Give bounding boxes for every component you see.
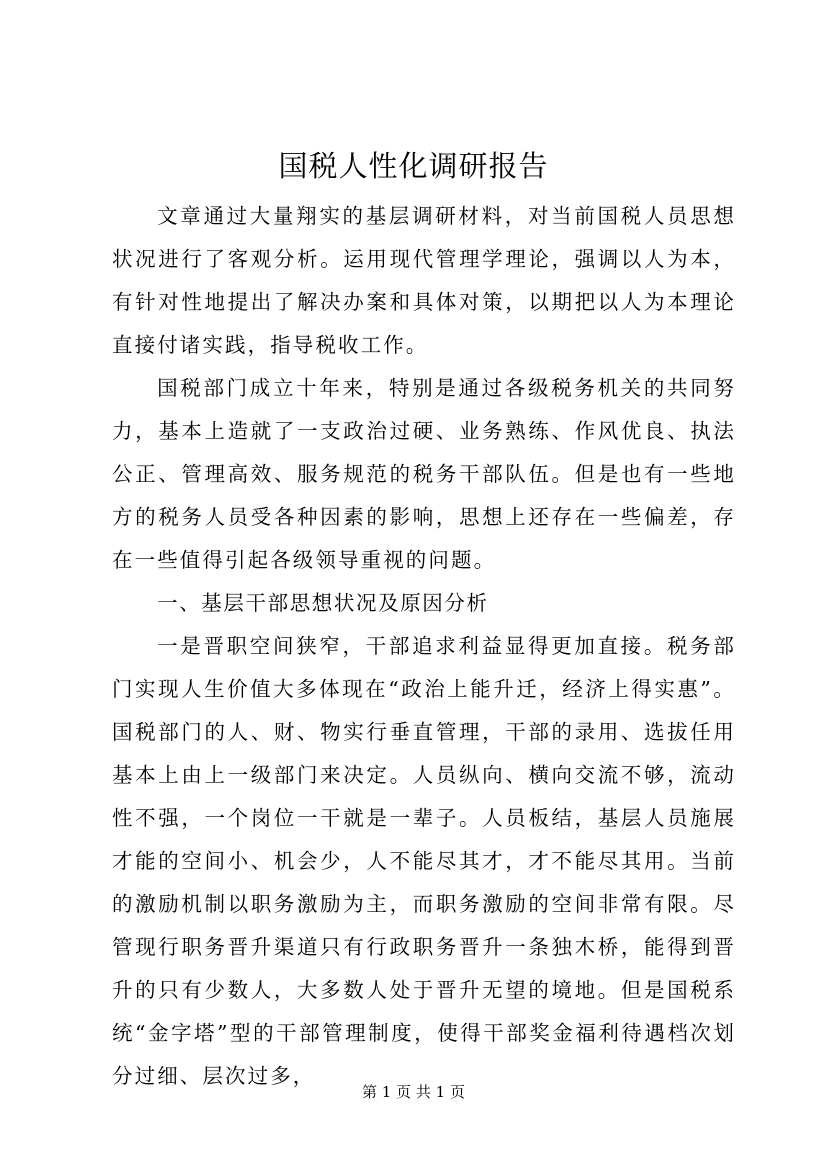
paragraph-abstract: 文章通过大量翔实的基层调研材料，对当前国税人员思想状况进行了客观分析。运用现代管理学理论，强调以人为本，有针对性地提出了解决办案和具体对策，以期把以人为本理论直接付诸实践，指导税收工作。 (112, 204, 736, 357)
document-body (112, 195, 736, 1098)
paragraph-intro: 国税部门成立十年来，特别是通过各级税务机关的共同努力，基本上造就了一支政治过硬、业务熟练、作风优良、执法公正、管理高效、服务规范的税务干部队伍。但是也有一些地方的税务人员受各种因素的影响，思想上还存在一些偏差，存在一些值得引起各级领导重视的问题。 (112, 376, 736, 572)
document-title: 国税人性化调研报告 (278, 149, 549, 183)
page-footer: 第 1 页 共 1 页 (362, 1083, 465, 1101)
paragraph-analysis: 一是晋职空间狭窄，干部追求利益显得更加直接。税务部门实现人生价值大多体现在“政治上能升迁，经济上得实惠”。国税部门的人、财、物实行垂直管理，干部的录用、选拔任用基本上由上一级部门来决定。人员纵向、横向交流不够，流动性不强，一个岗位一干就是一辈子。人员板结，基层人员施展才能的空间小、机会少，人不能尽其才，才不能尽其用。当前的激励机制以职务激励为主，而职务激励的空间非常有限。尽管现行职务晋升渠道只有行政职务晋升一条独木桥，能得到晋升的只有少数人，大多数人处于晋升无望的境地。但是国税系统“金字塔”型的干部管理制度，使得干部奖金福利待遇档次划分过细、层次过多， (112, 634, 736, 1088)
section-heading: 一、基层干部思想状况及原因分析 (157, 591, 489, 615)
